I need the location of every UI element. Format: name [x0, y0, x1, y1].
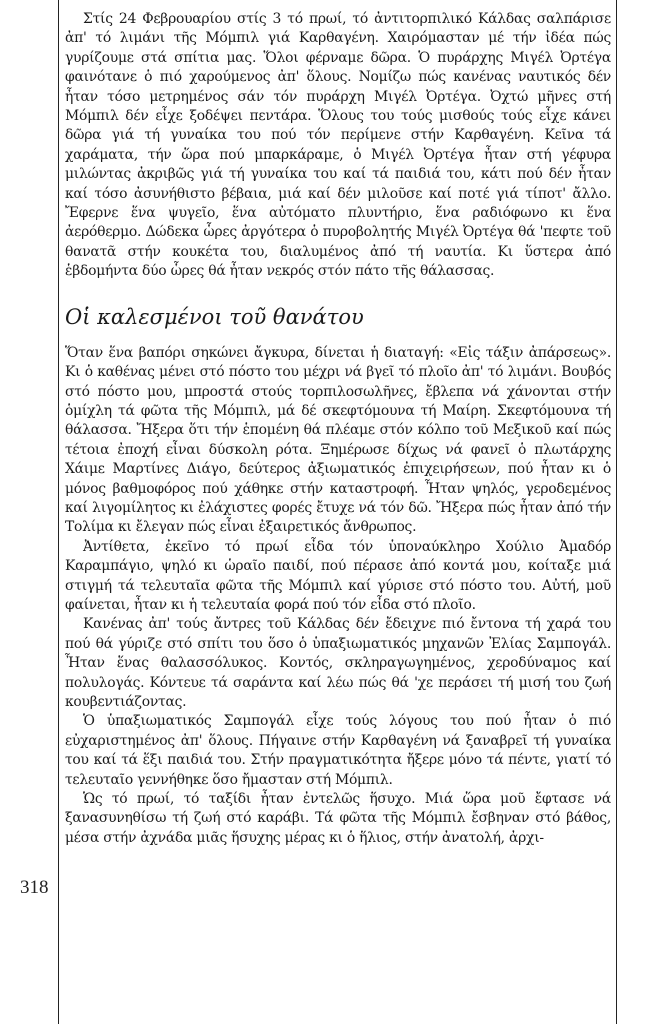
paragraph: Ὁ ὑπαξιωματικός Σαμπογάλ εἶχε τούς λόγους του πού ἦταν ὁ πιό εὐχαριστημένος ἀπ' ὅλους. Πήγαινε στήν Καρθαγένη νά ξαναβρεῖ τή γυναίκα του καί τά ἕξι παιδιά του. Στήν πραγματικότητα ἤξερε μόνο τά πέντε, γιατί τό τελευταῖο γεννήθηκε ὅσο ἤμασταν στή Μόμπιλ. [65, 713, 611, 788]
page-body [65, 10, 611, 848]
paragraph: Κανένας ἀπ' τούς ἄντρες τοῦ Κάλδας δέν ἔδειχνε πιό ἔντονα τή χαρά του πού θά γύριζε στό σπίτι του ὅσο ὁ ὑπαξιωματικός μηχανῶν Ἐλίας Σαμπογάλ. Ἦταν ἕνας θαλασσόλυκος. Κοντός, σκληραγωγημένος, χεροδύναμος καί πολυλογάς. Κόντευε τά σαράντα καί λέω πώς θά 'χε περάσει τή μισή του ζωή κουβεντιάζοντας. [65, 616, 611, 710]
left-margin-rule [58, 0, 59, 1024]
section-heading: Οἱ καλεσμένοι τοῦ θανάτου [65, 304, 364, 329]
right-margin-rule [616, 0, 617, 1024]
paragraph: Ὡς τό πρωί, τό ταξίδι ἦταν ἐντελῶς ἥσυχο. Μιά ὥρα μοῦ ἔφτασε νά ξανασυνηθίσω τή ζωή στό καράβι. Τά φῶτα τῆς Μόμπιλ ἔσβηναν στό βάθος, μέσα στήν ἀχνάδα μιᾶς ἥσυχης μέρας κι ὁ ἥλιος, στήν ἀνατολή, ἀρχι- [65, 791, 611, 846]
paragraph: Ὅταν ἕνα βαπόρι σηκώνει ἄγκυρα, δίνεται ἡ διαταγή: «Εἰς τάξιν ἀπάρσεως». Κι ὁ καθένας μένει στό πόστο του μέχρι νά βγεῖ τό πλοῖο ἀπ' τό λιμάνι. Βουβός στό πόστο μου, μπροστά στούς τορπιλοσωλῆνες, ἔβλεπα νά χάνονται στήν ὁμίχλη τά φῶτα τῆς Μόμπιλ, μά δέ σκεφτόμουνα τή Μαίρη. Σκεφτόμουνα τή θάλασσα. Ἤξερα ὅτι τήν ἑπομένη θά πλέαμε στόν κόλπο τοῦ Μεξικοῦ καί πώς τέτοια ἐποχή εἶναι δύσκολη ρότα. Ξημέρωσε δίχως νά φανεῖ ὁ πλωτάρχης Χάιμε Μαρτίνες Διάγο, δεύτερος ἀξιωματικός ἐπιχειρήσεων, πού ἦταν κι ὁ μόνος βαθμοφόρος πού χάθηκε στήν καταστροφή. Ἦταν ψηλός, γεροδεμένος καί λιγομίλητος κι ἐλάχιστες φορές ἔτυχε νά τόν δῶ. Ἤξερα πώς ἦταν ἀπό τήν Τολίμα κι ἔλεγαν πώς εἶναι ἐξαιρετικός ἄνθρωπος. [65, 344, 611, 536]
opening-paragraph: Στίς 24 Φεβρουαρίου στίς 3 τό πρωί, τό ἀντιτορπιλικό Κάλδας σαλπάρισε ἀπ' τό λιμάνι τῆς Μόμπιλ γιά Καρθαγένη. Χαιρόμασταν μέ τήν ἰδέα πώς γυρίζουμε στά σπίτια μας. Ὅλοι φέρναμε δῶρα. Ὁ πυράρχης Μιγέλ Ὀρτέγα φαινότανε ὁ πιό χαρούμενος ἀπ' ὅλους. Νομίζω πώς κανένας ναυτικός δέν ἦταν τόσο μετρημένος σάν τόν πυράρχη Μιγέλ Ὀρτέγα. Ὀχτώ μῆνες στή Μόμπιλ δέν εἶχε ξοδέψει πεντάρα. Ὅλους του τούς μισθούς τούς εἶχε κάνει δῶρα γιά τή γυναίκα του πού τόν περίμενε στήν Καρθαγένη. Κεῖνα τά χαράματα, τήν ὥρα πού μπαρκάραμε, ὁ Μιγέλ Ὀρτέγα ἦταν στή γέφυρα μιλώντας ἀκριβῶς γιά τή γυναίκα του καί τά παιδιά του, κάτι πού δέν ἦταν καί τόσο ἀσυνήθιστο βέβαια, μιά καί δέν μιλοῦσε καί ποτέ γιά τίποτ' ἄλλο. Ἔφερνε ἕνα ψυγεῖο, ἕνα αὐτόματο πλυντήριο, ἕνα ραδιόφωνο κι ἕνα ἀερόθερμο. Δώδεκα ὧρες ἀργότερα ὁ πυροβολητής Μιγέλ Ὀρτέγα θά 'πεφτε τοῦ θανατᾶ στήν κουκέτα του, διαλυμένος ἀπό τή ναυτία. Κι ὕστερα ἀπό ἑβδομήντα δύο ὧρες θά ἦταν νεκρός στόν πάτο τῆς θάλασσας. [65, 11, 611, 280]
paragraph: Ἀντίθετα, ἐκεῖνο τό πρωί εἶδα τόν ὑποναύκληρο Χούλιο Ἀμαδόρ Καραμπάγιο, ψηλό κι ὡραῖο παιδί, πού πέρασε ἀπό κοντά μου, κοίταξε μιά στιγμή τά τελευταῖα φῶτα τῆς Μόμπιλ καί γύρισε στό πόστο του. Αὐτή, μοῦ φαίνεται, ἦταν κι ἡ τελευταία φορά πού τόν εἶδα στό πλοῖο. [65, 538, 611, 613]
page-number: 318 [20, 877, 49, 898]
